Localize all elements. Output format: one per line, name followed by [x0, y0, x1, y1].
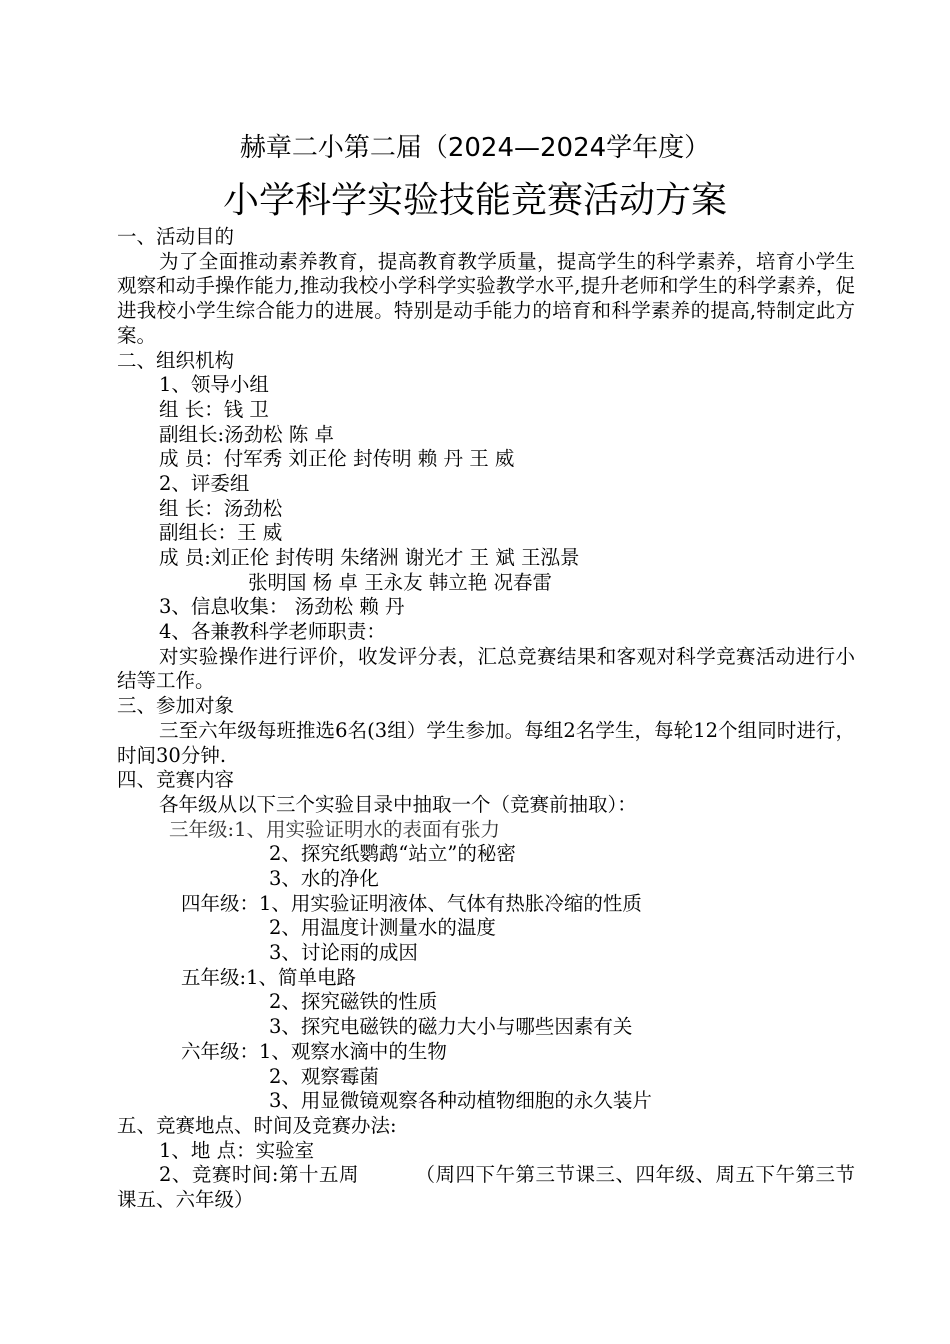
- jury-group-leader: 组 长：汤劲松: [159, 496, 283, 520]
- section-heading-purpose: 一、活动目的: [117, 225, 235, 248]
- grade4-item-3: 3、讨论雨的成因: [269, 941, 418, 965]
- grade6-item-2: 2、观察霉菌: [269, 1064, 379, 1088]
- section-heading-organization: 二、组织机构: [117, 348, 235, 372]
- competition-time-detail: （周四下午第三节课三、四年级、周五下午第三节课五、六年级）: [117, 1163, 855, 1211]
- grade6-item-3: 3、用显微镜观察各种动植物细胞的永久装片: [269, 1089, 652, 1113]
- leadership-group-vice: 副组长:汤劲松 陈 卓: [159, 422, 334, 446]
- participants-paragraph: 三至六年级每班推选6名(3组）学生参加。每组2名学生，每轮12个组同时进行，时间30分钟.: [117, 718, 855, 767]
- jury-group-members-1: 成 员:刘正伦 封传明 朱绪洲 谢光才 王 斌 王泓景: [159, 546, 580, 569]
- leadership-group-members: 成 员：付军秀 刘正伦 封传明 赖 丹 王 威: [159, 447, 515, 471]
- competition-place: 1、地 点：实验室: [159, 1138, 315, 1162]
- content-intro: 各年级从以下三个实验目录中抽取一个（竞赛前抽取）：: [159, 792, 637, 816]
- document-body: [117, 225, 855, 1213]
- teacher-duty-paragraph: 对实验操作进行评价，收发评分表，汇总竞赛结果和客观对科学竞赛活动进行小结等工作。: [117, 644, 855, 693]
- teacher-duty-title: 4、各兼教科学老师职责：: [159, 620, 386, 644]
- section-heading-participants: 三、参加对象: [117, 694, 235, 718]
- grade4-item-2: 2、用温度计测量水的温度: [269, 916, 496, 940]
- jury-group-vice: 副组长：王 威: [159, 521, 283, 545]
- competition-time-label: 2、竞赛时间:第十五周: [159, 1163, 359, 1187]
- section-heading-content: 四、竞赛内容: [117, 768, 235, 792]
- section-heading-venue-time: 五、竞赛地点、时间及竞赛办法:: [117, 1113, 397, 1137]
- competition-time: [117, 1163, 855, 1212]
- jury-group-members-2: 张明国 杨 卓 王永友 韩立艳 况春雷: [248, 570, 552, 594]
- document-title-line2: 小学科学实验技能竞赛活动方案: [222, 180, 727, 221]
- grade3-item-3: 3、水的净化: [269, 867, 379, 890]
- grade6-item-1: 六年级：1、观察水滴中的生物: [181, 1039, 447, 1063]
- grade5-item-2: 2、探究磁铁的性质: [269, 990, 438, 1014]
- grade3-item-2: 2、探究纸鹦鹉“站立”的秘密: [269, 842, 516, 866]
- leadership-group-title: 1、领导小组: [159, 373, 269, 397]
- leadership-group-leader: 组 长：钱 卫: [159, 397, 269, 421]
- jury-group-title: 2、评委组: [159, 471, 250, 495]
- grade5-item-1: 五年级:1、简单电路: [181, 965, 356, 989]
- info-collection: 3、信息收集： 汤劲松 赖 丹: [159, 595, 405, 619]
- grade5-item-3: 3、探究电磁铁的磁力大小与哪些因素有关: [269, 1015, 633, 1039]
- purpose-paragraph: 为了全面推动素养教育，提高教育教学质量，提高学生的科学素养，培育小学生观察和动手操作能力,推动我校小学科学实验教学水平,提升老师和学生的科学素养，促进我校小学生综合能力的进展。特别是动手能力的培育和科学素养的提高,特制定此方案。: [117, 249, 855, 347]
- document-title-line1: 赫章二小第二届（2024—2024学年度）: [239, 133, 711, 163]
- grade3-item-1: 三年级:1、用实验证明水的表面有张力: [169, 817, 500, 841]
- grade4-item-1: 四年级：1、用实验证明液体、气体有热胀冷缩的性质: [181, 891, 642, 915]
